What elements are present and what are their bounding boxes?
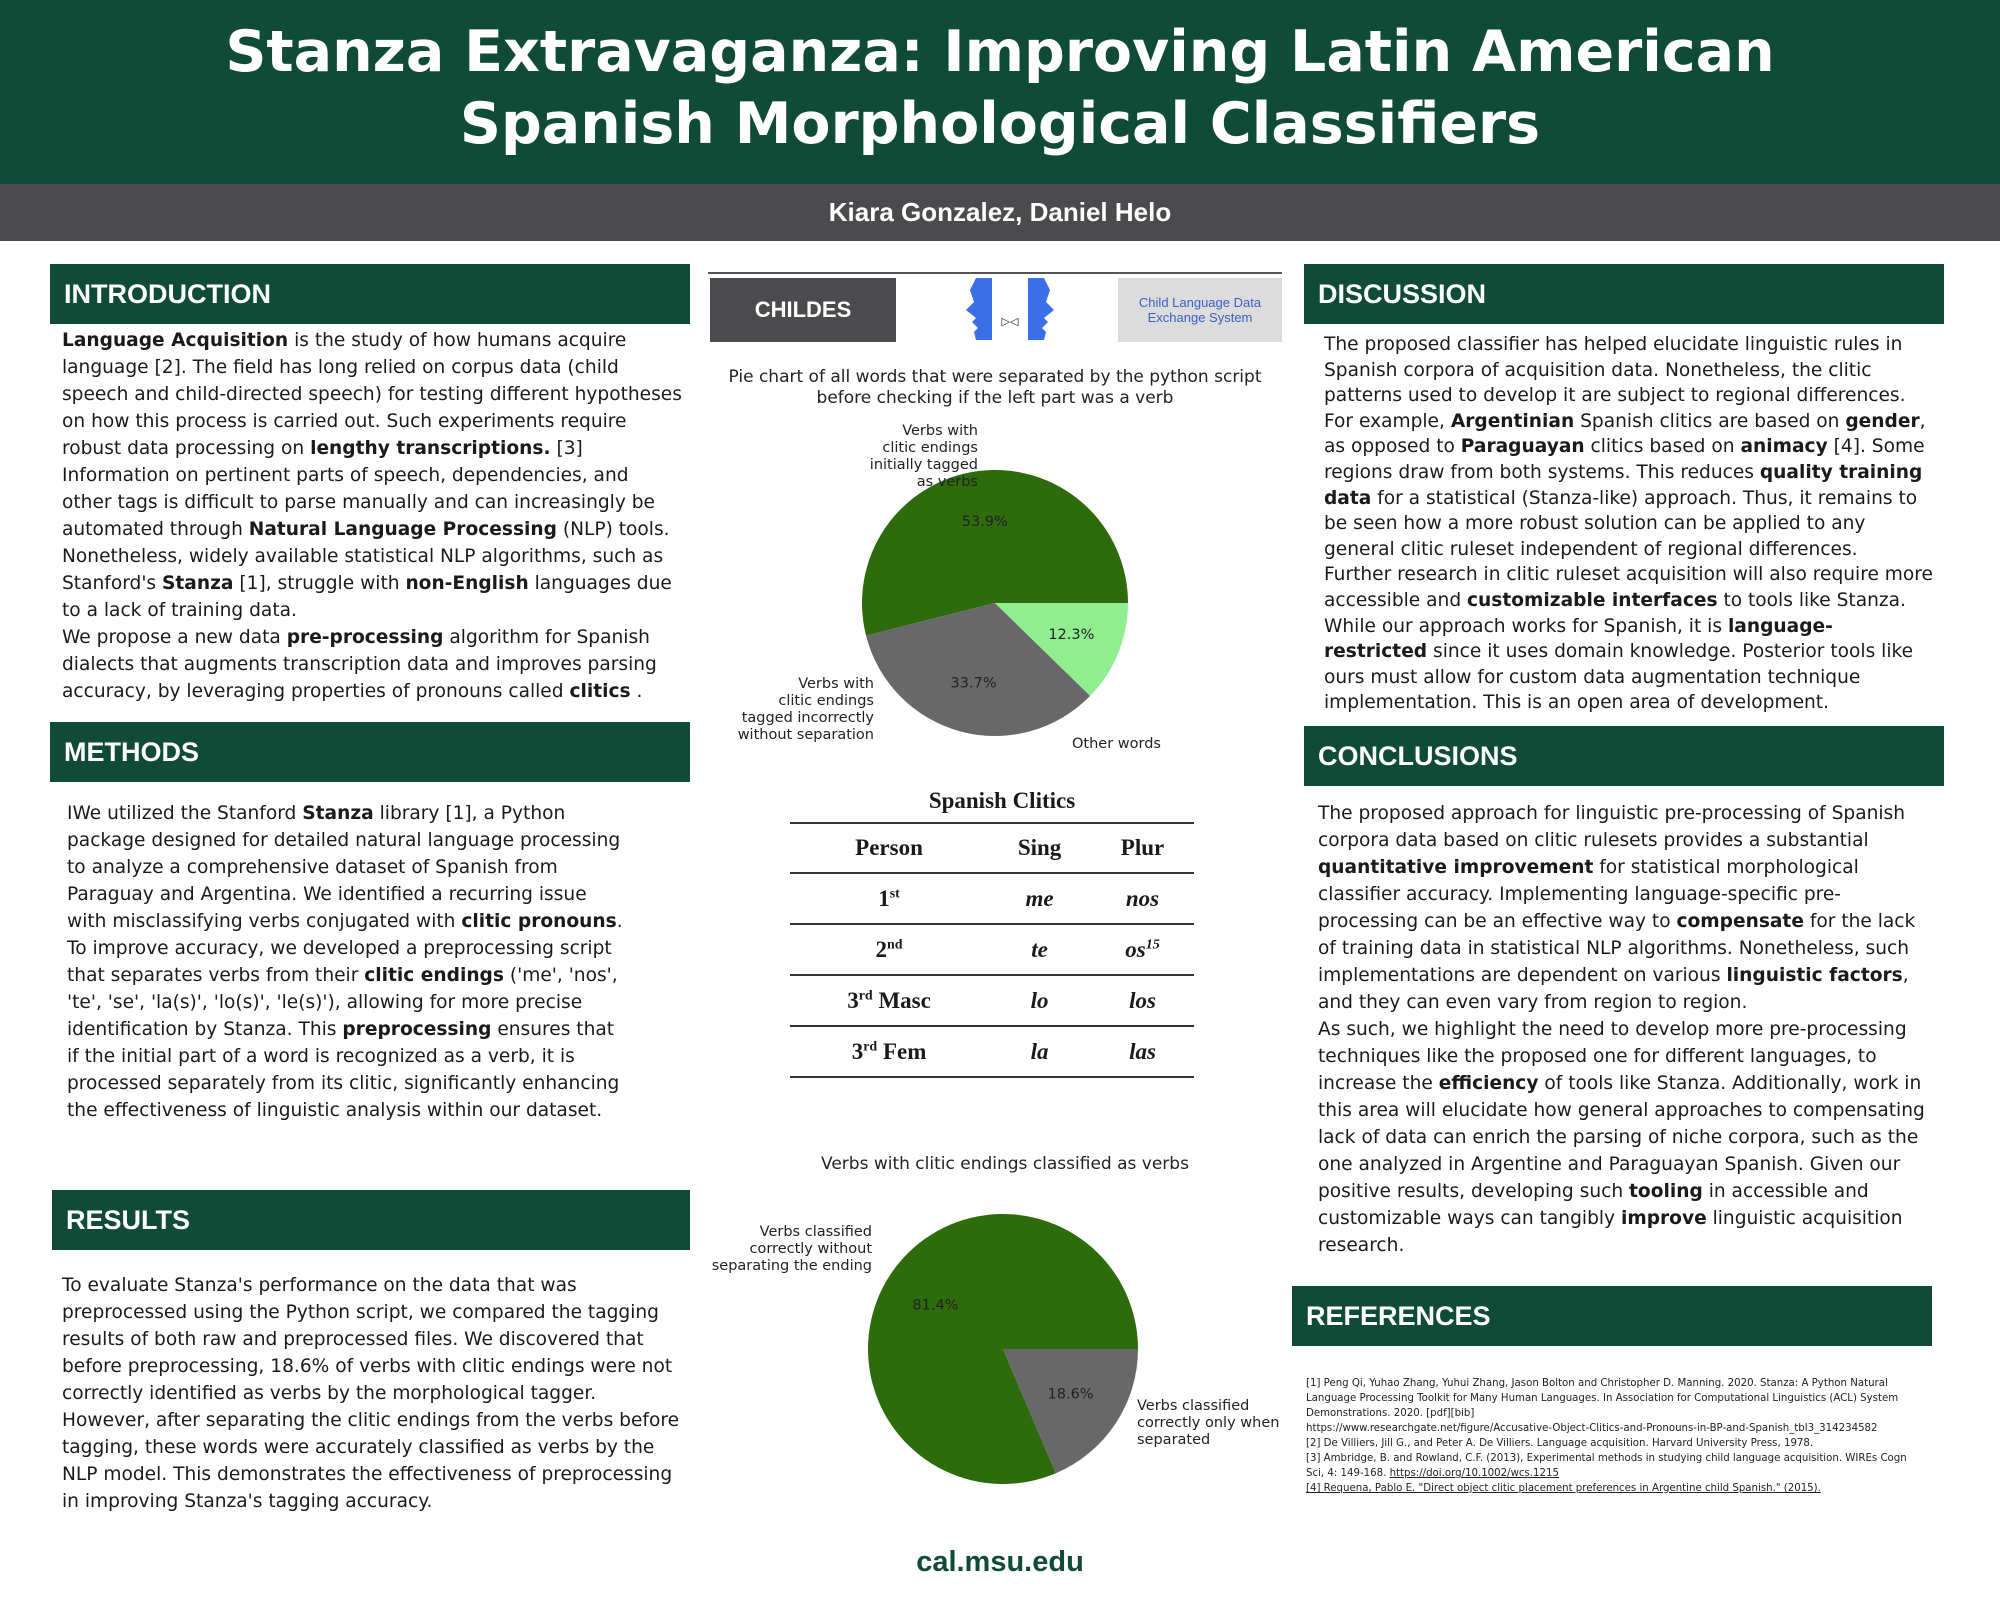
pie-1-label-incorrect: Verbs with clitic endings tagged incorrectly without separation: [737, 676, 874, 743]
svg-text:▷◁: ▷◁: [1001, 315, 1019, 328]
references-list: [1306, 1376, 1926, 1496]
plural-cell: las: [1091, 1026, 1194, 1077]
two-faces-icon: [962, 274, 1058, 344]
person-cell: 3rd Masc: [790, 975, 988, 1026]
conclusions-text: [1318, 800, 1938, 1259]
discussion-text: [1324, 332, 1934, 716]
introduction-text: [62, 327, 682, 705]
plural-cell: nos: [1091, 873, 1194, 924]
conclusions-paragraph-2: As such, we highlight the need to develop more pre-processing techniques like the proposed one for different languages, to increase the efficiency of tools like Stanza. Additionally, work in this area will elucidate how general approaches to compensating lack of data can enrich the parsing of niche corpora, such as the one analyzed in Argentine and Paraguayan Spanish. Given our positive results, developing such tooling in accessible and customizable ways can tangibly improve linguistic acquisition research.: [1318, 1019, 1925, 1256]
pie-value-label: 12.3%: [1048, 627, 1095, 644]
pie-value-label: 53.9%: [961, 514, 1008, 531]
conclusions-heading: CONCLUSIONS: [1304, 726, 1944, 786]
methods-text: IWe utilized the Stanford Stanza library [1], a Python package designed for detailed natural language processing to analyze a comprehensive dataset of Spanish from Paraguay and Argentina. We identified a recurring issue with misclassifying verbs conjugated with clitic pronouns. To improve accuracy, we developed a preprocessing script that separates verbs from their clitic endings ('me', 'nos', 'te', 'se', 'la(s)', 'lo(s)', 'le(s)'), allowing for more precise identification by Stanza. This preprocessing ensures that if the initial part of a word is recognized as a verb, it is processed separately from its clitic, significantly enhancing the effectiveness of linguistic analysis within our dataset.: [67, 803, 623, 1121]
person-cell: 1st: [790, 873, 988, 924]
introduction-heading: INTRODUCTION: [50, 264, 690, 324]
poster-title: [60, 16, 1940, 160]
pie-1-label-other: Other words: [1072, 736, 1161, 752]
author-band: [0, 184, 2000, 241]
footer-url[interactable]: cal.msu.edu: [916, 1546, 1084, 1578]
pie-1-label-verbs-tagged: Verbs with clitic endings initially tagged as verbs: [869, 423, 978, 490]
title-line-1: Stanza Extravaganza: Improving Latin American: [225, 19, 1775, 85]
reference-3-link[interactable]: https://doi.org/10.1002/wcs.1215: [1389, 1468, 1559, 1479]
clitics-table-title: Spanish Clitics: [928, 788, 1076, 813]
spanish-clitics-table: [790, 780, 1194, 1078]
person-cell: 2nd: [790, 924, 988, 975]
pie-value-label: 33.7%: [950, 675, 997, 692]
results-heading: RESULTS: [52, 1190, 690, 1250]
pie-2-label-without-separating: Verbs classified correctly without separating the ending: [711, 1224, 872, 1274]
introduction-paragraph-1: Language Acquisition is the study of how humans acquire language [2]. The field has long relied on corpus data (child speech and child-directed speech) for testing different hypotheses on how this process is carried out. Such experiments require robust data processing on lengthy transcriptions. [3] Information on pertinent parts of speech, dependencies, and other tags is difficult to parse manually and can increasingly be automated through Natural Language Processing (NLP) tools. Nonetheless, widely available statistical NLP algorithms, such as Stanford's Stanza [1], struggle with non-English languages due to a lack of training data.: [62, 330, 682, 621]
person-cell: 3rd Fem: [790, 1026, 988, 1077]
clitics-header-row: [790, 823, 1194, 873]
singular-cell: lo: [988, 975, 1091, 1026]
discussion-paragraph-1: The proposed classifier has helped elucidate linguistic rules in Spanish corpora of acquisition data. Nonetheless, the clitic patterns used to develop it are subject to regional differences. For example, Argentinian Spanish clitics are based on gender, as opposed to Paraguayan clitics based on animacy [4]. Some regions draw from both systems. This reduces quality training data for a statistical (Stanza-like) approach. Thus, it remains to be seen how a more robust solution can be applied to any general clitic ruleset independent of regional differences.: [1324, 334, 1926, 560]
reference-1-link[interactable]: https://www.researchgate.net/figure/Accusative-Object-Clitics-and-Pronouns-in-BP-and-Spanish_tbl3_314234582: [1306, 1423, 1878, 1434]
childes-subtitle: Child Language Data Exchange System: [1118, 278, 1282, 342]
singular-cell: la: [988, 1026, 1091, 1077]
reference-2: [2] De Villiers, Jill G., and Peter A. De Villiers. Language acquisition. Harvard University Press, 1978.: [1306, 1438, 1814, 1449]
title-line-2: Spanish Morphological Classifiers: [459, 91, 1541, 157]
pie-chart-2: [866, 1212, 1140, 1486]
column-header: Plur: [1091, 823, 1194, 873]
discussion-paragraph-2: Further research in clitic ruleset acquisition will also require more accessible and customizable interfaces to tools like Stanza. While our approach works for Spanish, it is language-restricted since it uses domain knowledge. Posterior tools like ours must allow for custom data augmentation technique implementation. This is an open area of development.: [1324, 564, 1933, 714]
reference-4: [4] Requena, Pablo E. "Direct object clitic placement preferences in Argentine child Spanish." (2015).: [1306, 1483, 1821, 1494]
pie-value-label: 18.6%: [1047, 1386, 1094, 1403]
reference-1: [1] Peng Qi, Yuhao Zhang, Yuhui Zhang, Jason Bolton and Christopher D. Manning. 2020. Stanza: A Python Natural Language Processing Toolkit for Many Human Languages. In Association for Computational Linguistics (ACL) System Demonstrations. 2020. [pdf][bib]: [1306, 1378, 1899, 1419]
plural-cell: $os^{15}$: [1091, 924, 1194, 975]
pie-chart-1-title: Pie chart of all words that were separated by the python script before checking if the left part was a verb: [728, 367, 1262, 408]
methods-heading: METHODS: [50, 722, 690, 782]
singular-cell: me: [988, 873, 1091, 924]
childes-label: CHILDES: [710, 278, 896, 342]
authors: Kiara Gonzalez, Daniel Helo: [828, 197, 1172, 227]
discussion-heading: DISCUSSION: [1304, 264, 1944, 324]
reference-3: [3] Ambridge, B. and Rowland, C.F. (2013), Experimental methods in studying child language acquisition. WIREs Cogn Sci, 4: 149-168. https://doi.org/10.1002/wcs.1215: [1306, 1453, 1907, 1479]
plural-cell: los: [1091, 975, 1194, 1026]
pie-value-label: 81.4%: [912, 1297, 959, 1314]
pie-2-label-only-separated: Verbs classified correctly only when separated: [1137, 1398, 1280, 1448]
table-row: [790, 924, 1194, 975]
table-row: [790, 975, 1194, 1026]
pie-chart-1: [860, 468, 1130, 738]
results-text: To evaluate Stanza's performance on the data that was preprocessed using the Python script, we compared the tagging results of both raw and preprocessed files. We discovered that before preprocessing, 18.6% of verbs with clitic endings were not correctly identified as verbs by the morphological tagger. However, after separating the clitic endings from the verbs before tagging, these words were accurately classified as verbs by the NLP model. This demonstrates the effectiveness of preprocessing in improving Stanza's tagging accuracy.: [62, 1275, 680, 1512]
pie-chart-2-title: Verbs with clitic endings classified as verbs: [821, 1154, 1189, 1174]
conclusions-paragraph-1: The proposed approach for linguistic pre-processing of Spanish corpora data based on clitic rulesets provides a substantial quantitative improvement for statistical morphological classifier accuracy. Implementing language-specific pre-processing can be an effective way to compensate for the lack of training data in statistical NLP algorithms. Nonetheless, such implementations are dependent on various linguistic factors, and they can even vary from region to region.: [1318, 803, 1916, 1013]
table-row: [790, 873, 1194, 924]
column-header: Sing: [988, 823, 1091, 873]
childes-banner: [708, 272, 1282, 342]
title-band: [0, 0, 2000, 184]
references-heading: REFERENCES: [1292, 1286, 1932, 1346]
column-header: Person: [790, 823, 988, 873]
introduction-paragraph-2: We propose a new data pre-processing algorithm for Spanish dialects that augments transcription data and improves parsing accuracy, by leveraging properties of pronouns called clitics .: [62, 627, 657, 702]
table-row: [790, 1026, 1194, 1077]
singular-cell: te: [988, 924, 1091, 975]
